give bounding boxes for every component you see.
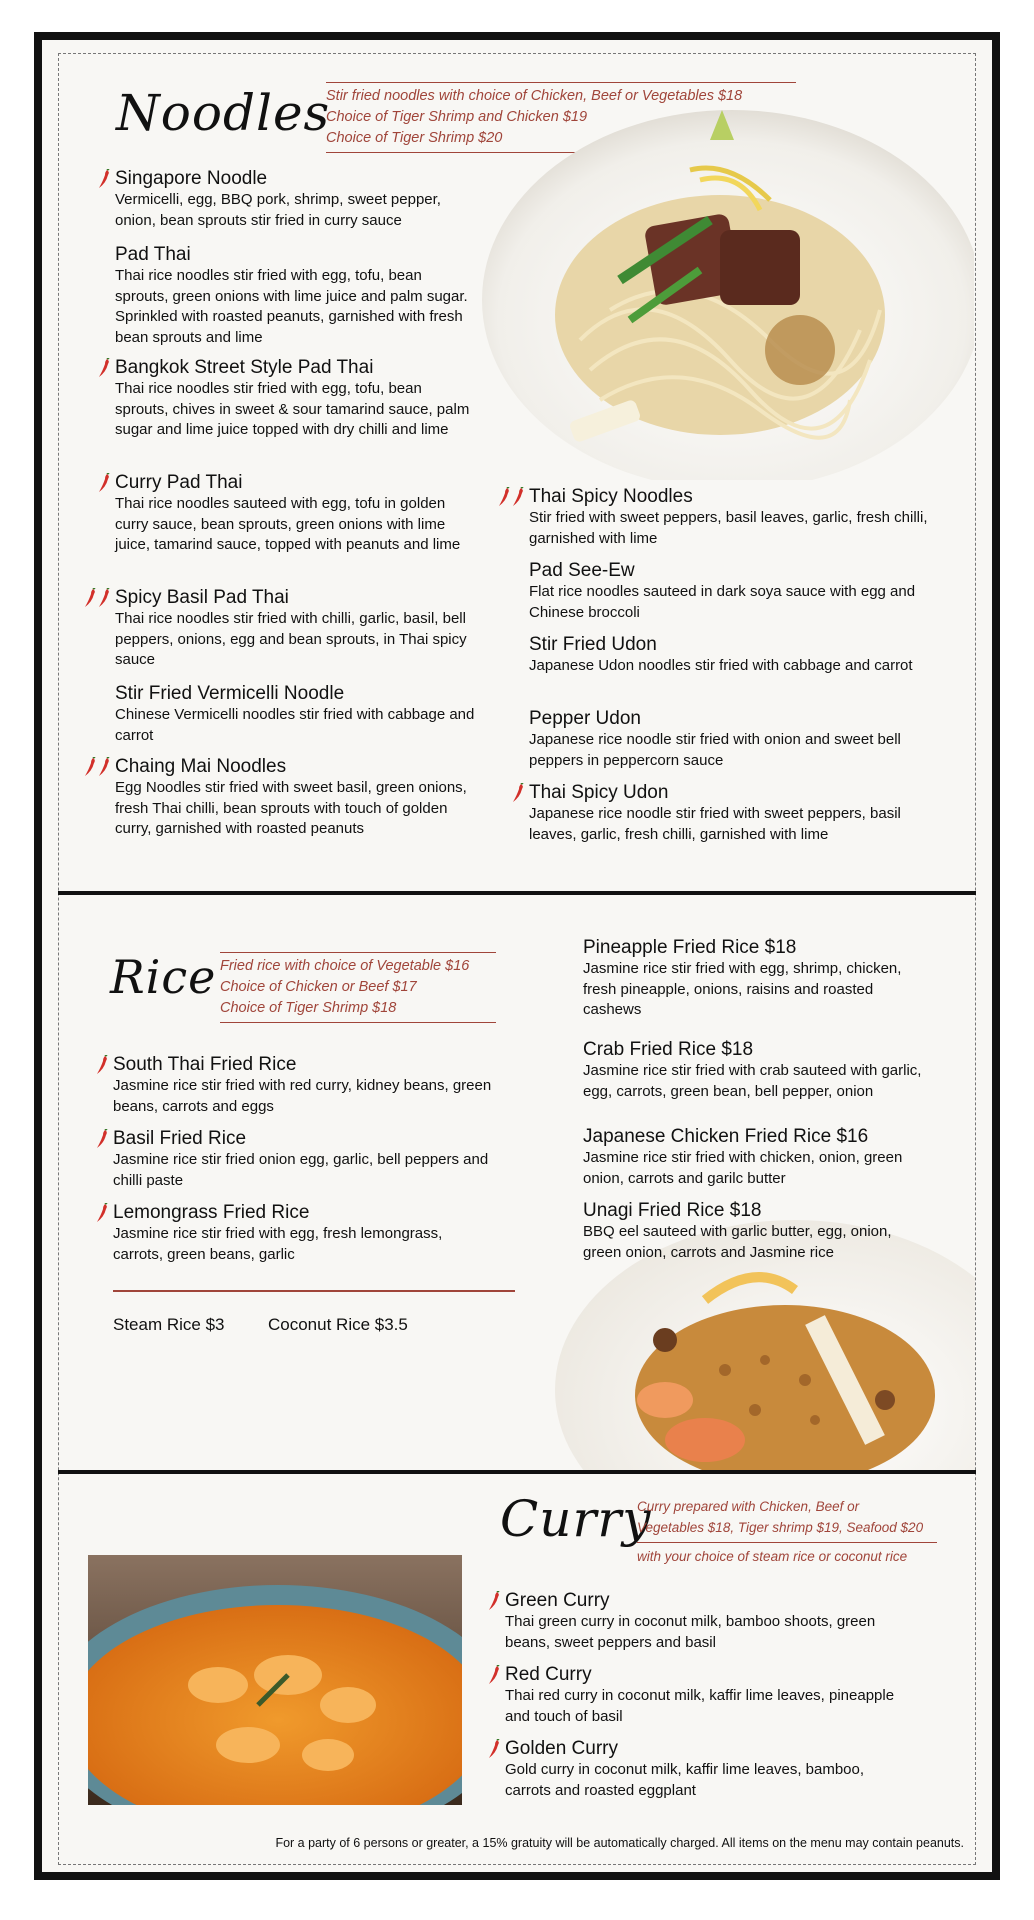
pricing-line: with your choice of steam rice or coconut rice (637, 1549, 908, 1564)
pricing-line: Choice of Tiger Shrimp and Chicken $19 (326, 109, 588, 125)
menu-item (115, 357, 475, 441)
menu-item-name: Bangkok Street Style Pad Thai (115, 357, 374, 378)
chili-pepper-icon (83, 757, 97, 777)
noodles-title: Noodles (116, 84, 331, 142)
menu-item (115, 244, 475, 348)
section-divider (58, 891, 976, 895)
menu-item-description: Thai rice noodles stir fried with egg, tofu, bean sprouts, chives in sweet & sour tamarind sauce, palm sugar and lime juice topped with dry chilli and lime (115, 380, 470, 438)
menu-item-description: Japanese rice noodle stir fried with sweet peppers, basil leaves, garlic, fresh chilli, garnished with lime (529, 805, 901, 843)
menu-item (113, 1202, 493, 1265)
menu-item-description: Chinese Vermicelli noodles stir fried with cabbage and carrot (115, 706, 475, 744)
chili-pepper-icon (487, 1739, 501, 1759)
menu-item-description: Jasmine rice stir fried onion egg, garlic, bell peppers and chilli paste (113, 1151, 489, 1189)
chili-pepper-icon (511, 783, 525, 803)
menu-item-name: Pepper Udon (529, 708, 641, 729)
menu-item-description: Jasmine rice stir fried with chicken, onion, green onion, carrots and garilc butter (583, 1149, 903, 1187)
menu-item-description: Egg Noodles stir fried with sweet basil, green onions, fresh Thai chilli, bean sprouts with touch of golden curry, garnished with roasted peanuts (115, 779, 467, 837)
menu-item-name: Red Curry (505, 1664, 592, 1685)
chili-pepper-icon (97, 757, 111, 777)
menu-item (113, 1128, 493, 1191)
menu-item-description: Japanese Udon noodles stir fried with cabbage and carrot (529, 657, 913, 674)
menu-item-name: Thai Spicy Noodles (529, 486, 693, 507)
menu-item (529, 782, 929, 845)
side-steam-rice: Steam Rice $3 (113, 1315, 225, 1334)
menu-item (529, 634, 929, 677)
pricing-line: Choice of Tiger Shrimp $20 (326, 130, 503, 146)
chili-pepper-icon (83, 588, 97, 608)
menu-item (583, 1200, 923, 1263)
menu-item (529, 560, 929, 623)
menu-item-description: BBQ eel sauteed with garlic butter, egg, onion, green onion, carrots and Jasmine rice (583, 1223, 892, 1261)
menu-item-description: Thai rice noodles stir fried with chilli, garlic, basil, bell peppers, onions, egg and bean sprouts, in Thai spicy sauce (115, 610, 467, 668)
pricing-line: Stir fried noodles with choice of Chicken, Beef or Vegetables $18 (326, 88, 743, 104)
menu-item-name: Thai Spicy Udon (529, 782, 669, 803)
menu-item-description: Japanese rice noodle stir fried with onion and sweet bell peppers in peppercorn sauce (529, 731, 901, 769)
menu-item-description: Stir fried with sweet peppers, basil leaves, garlic, fresh chilli, garnished with lime (529, 509, 928, 547)
menu-item-description: Jasmine rice stir fried with red curry, kidney beans, green beans, carrots and eggs (113, 1077, 492, 1115)
menu-item-name: Pad See-Ew (529, 560, 635, 581)
chili-pepper-icon (97, 358, 111, 378)
rice-title: Rice (110, 950, 217, 1004)
menu-item (113, 1054, 493, 1117)
rice-pricing (220, 952, 496, 1023)
menu-item-name: South Thai Fried Rice (113, 1054, 297, 1075)
chili-pepper-icon (487, 1591, 501, 1611)
chili-pepper-icon (95, 1129, 109, 1149)
chili-pepper-icon (487, 1665, 501, 1685)
pricing-line: Vegetables $18, Tiger shrimp $19, Seafood $20 (637, 1520, 924, 1535)
curry-pricing (637, 1496, 937, 1567)
menu-item (505, 1738, 905, 1801)
menu-item-description: Jasmine rice stir fried with egg, shrimp, chicken, fresh pineapple, onions, raisins and roasted cashews (583, 960, 902, 1018)
pricing-line: Choice of Tiger Shrimp $18 (220, 1000, 397, 1016)
menu-item-name: Basil Fried Rice (113, 1128, 247, 1149)
sides-rule (113, 1290, 515, 1292)
menu-item (583, 937, 923, 1021)
menu-item-description: Vermicelli, egg, BBQ pork, shrimp, sweet pepper, onion, bean sprouts stir fried in curry sauce (115, 191, 441, 229)
menu-item (583, 1039, 923, 1102)
menu-item-name: Golden Curry (505, 1738, 618, 1759)
chili-pepper-icon (97, 169, 111, 189)
menu-item (115, 683, 475, 746)
noodle-dish-photo (470, 110, 974, 480)
menu-item-description: Flat rice noodles sauteed in dark soya sauce with egg and Chinese broccoli (529, 583, 916, 621)
menu-item-name: Green Curry (505, 1590, 610, 1611)
menu-item-name: Lemongrass Fried Rice (113, 1202, 310, 1223)
menu-item-description: Jasmine rice stir fried with crab sauteed with garlic, egg, carrots, green bean, bell pepper, onion (583, 1062, 922, 1100)
chili-pepper-icon (511, 487, 525, 507)
menu-item-name: Stir Fried Udon (529, 634, 657, 655)
menu-item (115, 756, 475, 840)
menu-item-description: Thai green curry in coconut milk, bamboo shoots, green beans, sweet peppers and basil (505, 1613, 876, 1651)
menu-item-name: Pad Thai (115, 244, 191, 265)
menu-item-description: Jasmine rice stir fried with egg, fresh lemongrass, carrots, green beans, garlic (113, 1225, 443, 1263)
curry-dish-photo (88, 1555, 462, 1805)
menu-item-name: Japanese Chicken Fried Rice $16 (583, 1126, 869, 1147)
menu-item-name: Chaing Mai Noodles (115, 756, 287, 777)
footer-note: For a party of 6 persons or greater, a 15% gratuity will be automatically charged. All items on the menu may contain peanuts. (275, 1836, 964, 1850)
menu-item-name: Crab Fried Rice $18 (583, 1039, 754, 1060)
chili-pepper-icon (497, 487, 511, 507)
menu-item (115, 587, 475, 671)
menu-item-name: Singapore Noodle (115, 168, 268, 189)
menu-item (115, 168, 475, 231)
menu-item-description: Thai rice noodles sauteed with egg, tofu in golden curry sauce, bean sprouts, green onions with lime juice, tamarind sauce, topped with peanuts and lime (115, 495, 461, 553)
menu-item (583, 1126, 923, 1189)
menu-item-name: Stir Fried Vermicelli Noodle (115, 683, 345, 704)
menu-item (115, 472, 475, 556)
side-coconut-rice: Coconut Rice $3.5 (268, 1315, 408, 1334)
pricing-line: Fried rice with choice of Vegetable $16 (220, 958, 470, 974)
pricing-line: Curry prepared with Chicken, Beef or (637, 1499, 860, 1514)
menu-item-description: Gold curry in coconut milk, kaffir lime leaves, bamboo, carrots and roasted eggplant (505, 1761, 865, 1799)
menu-item (505, 1664, 905, 1727)
section-divider (58, 1470, 976, 1474)
chili-pepper-icon (95, 1203, 109, 1223)
menu-item (529, 486, 929, 549)
menu-item-name: Spicy Basil Pad Thai (115, 587, 289, 608)
menu-item-name: Curry Pad Thai (115, 472, 243, 493)
menu-item-description: Thai red curry in coconut milk, kaffir lime leaves, pineapple and touch of basil (505, 1687, 895, 1725)
chili-pepper-icon (97, 588, 111, 608)
menu-item (529, 708, 929, 771)
chili-pepper-icon (95, 1055, 109, 1075)
chili-pepper-icon (97, 473, 111, 493)
pricing-line: Choice of Chicken or Beef $17 (220, 979, 417, 995)
menu-item-description: Thai rice noodles stir fried with egg, tofu, bean sprouts, green onions with lime juice and palm sugar. Sprinkled with roasted peanuts, garnished with fresh bean sprouts and lime (115, 267, 468, 346)
menu-item-name: Unagi Fried Rice $18 (583, 1200, 762, 1221)
menu-item (505, 1590, 905, 1653)
curry-title: Curry (500, 1490, 652, 1548)
menu-item-name: Pineapple Fried Rice $18 (583, 937, 797, 958)
